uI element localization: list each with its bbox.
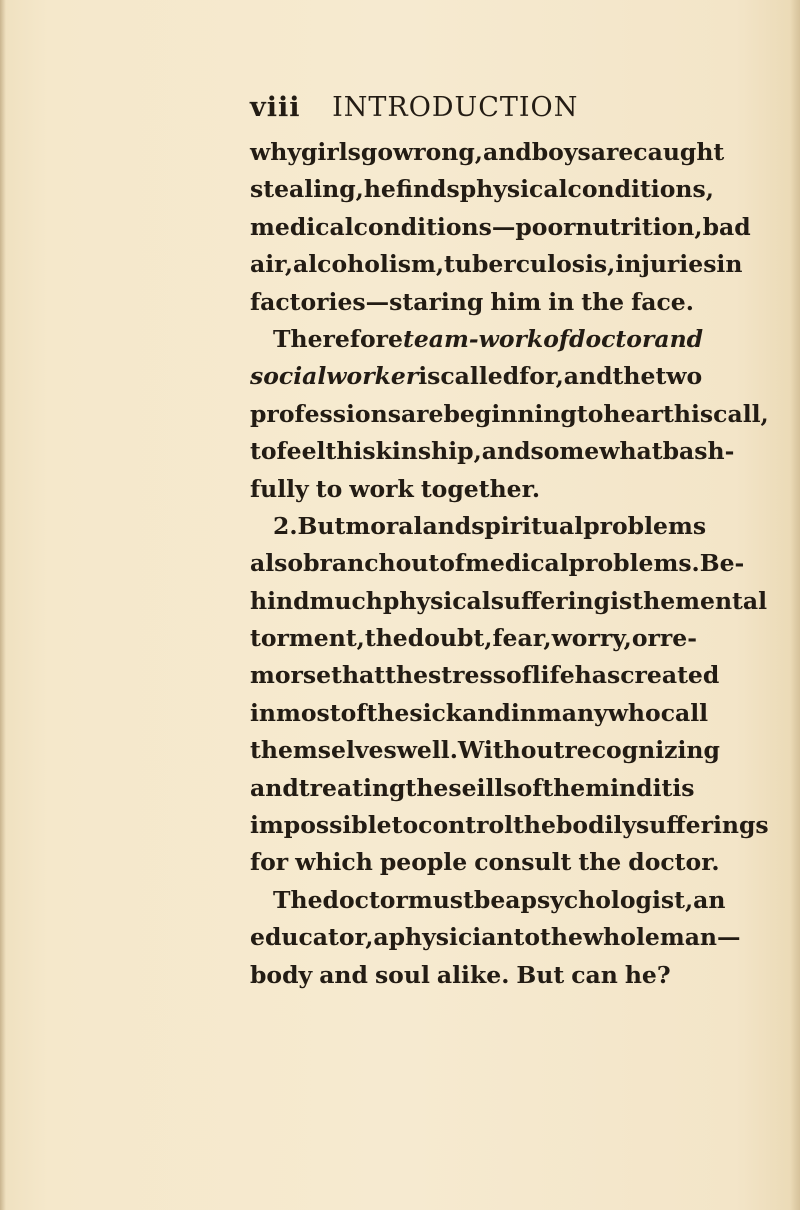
body-text	[250, 134, 769, 994]
text-line-1: why girls go wrong, and boys are caught	[250, 138, 725, 166]
text-line-13: hind much physical suffering is the mental	[250, 586, 768, 615]
text-line-15: morse that the stress of life has created	[250, 661, 720, 690]
text-line-19: impossible to control the bodily sufferings	[250, 811, 769, 840]
text-line-9: to feel this kinship, and somewhat bash-	[250, 437, 735, 466]
page-edge-left	[0, 0, 6, 1210]
page-edge-right	[790, 0, 800, 1210]
text-line-23: body and soul alike. But can he?	[250, 960, 671, 989]
text-line-2: stealing, he finds physical conditions,	[250, 175, 714, 204]
running-title: INTRODUCTION	[332, 92, 579, 123]
text-line-17: themselves well. Without recognizing	[250, 736, 720, 765]
text-line-22: educator, a physician to the whole man—	[250, 923, 741, 952]
text-line-18: and treating these ills of the mind it is	[250, 773, 695, 802]
text-line-21: The doctor must be a psychologist, an	[273, 885, 726, 914]
page-header	[250, 92, 578, 123]
text-line-8: professions are beginning to hear this call,	[250, 399, 769, 428]
text-line-5: factories—staring him in the face.	[250, 287, 694, 316]
text-line-20: for which people consult the doctor.	[250, 848, 720, 877]
text-line-7: social worker is called for, and the two	[250, 362, 703, 391]
text-line-10: fully to work together.	[250, 474, 541, 503]
text-line-11: 2. But moral and spiritual problems	[273, 511, 707, 540]
text-line-4: air, alcoholism, tuberculosis, injuries in	[250, 250, 743, 279]
page-number: viii	[250, 92, 301, 123]
text-line-6: Therefore team-work of doctor and	[273, 324, 704, 353]
text-line-12: also branch out of medical problems. Be-	[250, 549, 745, 578]
text-line-16: in most of the sick and in many who call	[250, 698, 709, 727]
text-line-14: torment, the doubt, fear, worry, or re-	[250, 624, 697, 653]
text-line-3: medical conditions—poor nutrition, bad	[250, 212, 751, 241]
